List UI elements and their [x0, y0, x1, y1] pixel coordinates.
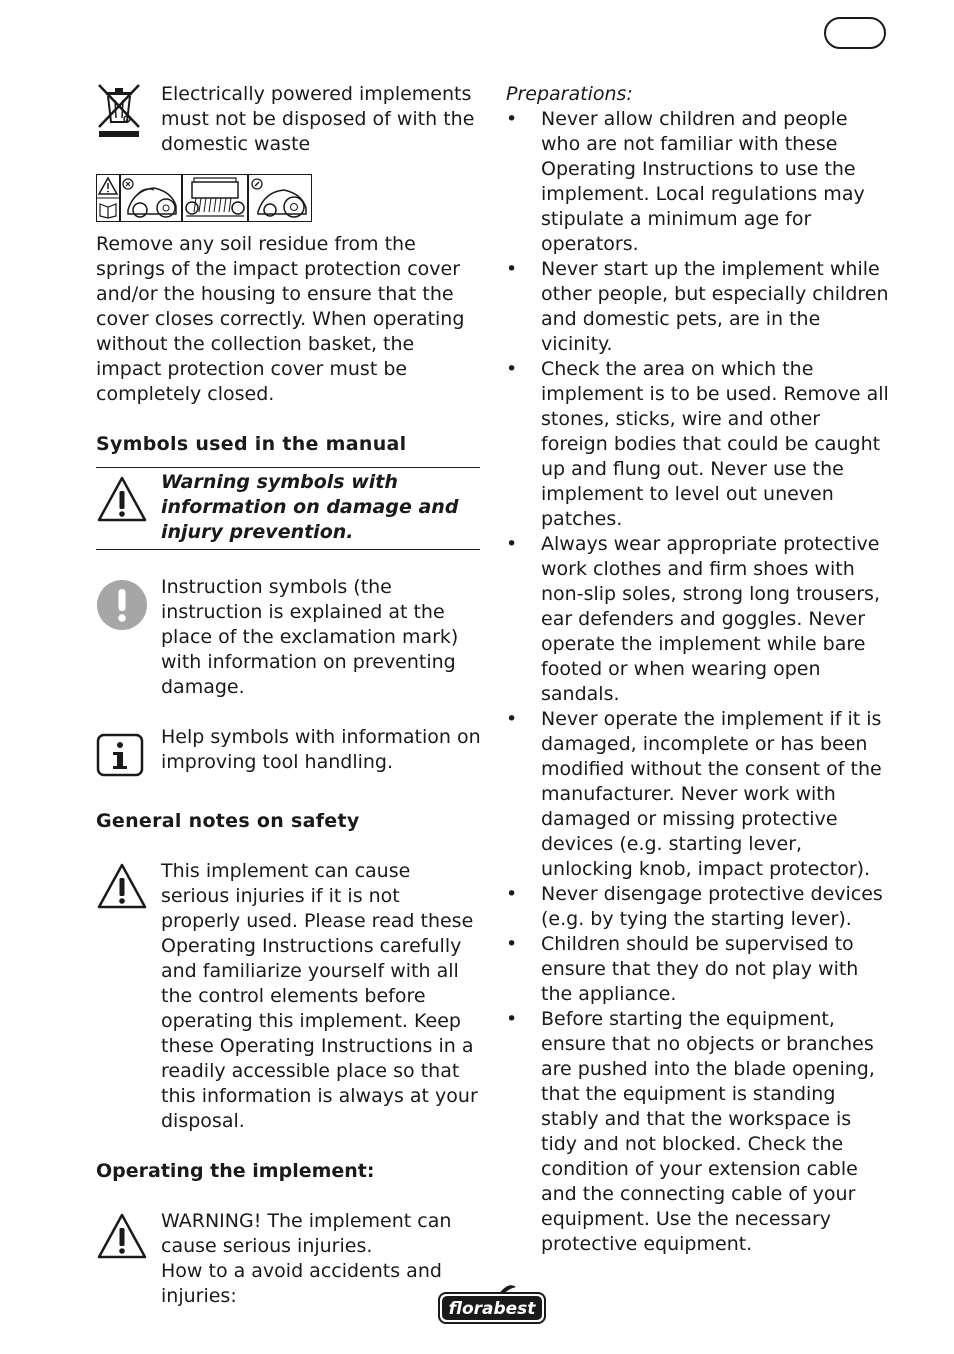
warning-symbols-text: Warning symbols with information on damage and injury prevention. [161, 471, 459, 543]
help-symbols-text: Help symbols with information on improving tool handling. [161, 726, 481, 773]
list-item: • Never start up the implement while other people, but especially children and domestic pets, are in the vicinity. [506, 257, 892, 357]
right-column [506, 82, 892, 1257]
operating-warning-row [96, 1209, 482, 1309]
warning-manual-pictogram [96, 174, 120, 222]
preparations-list [506, 107, 892, 1257]
warning-symbols-row [96, 467, 480, 550]
aerator-rollers-pictogram [182, 174, 248, 222]
safety-notice-row [96, 859, 482, 1134]
general-safety-heading: General notes on safety [96, 810, 360, 832]
operating-heading: Operating the implement: [96, 1160, 375, 1182]
pictogram-strip [96, 174, 482, 222]
list-item: • Always wear appropriate protective work clothes and firm shoes with non-slip soles, strong long trousers, ear defenders and goggles. Never operate the implement while bare footed or when wearing open sandals. [506, 532, 892, 707]
lawnmower-wrench-pictogram [248, 174, 312, 222]
safety-notice-text: This implement can cause serious injuries if it is not properly used. Please read these Operating Instructions carefully and familiarize yourself with all the control elements before operating this implement. Keep these Operating Instructions in a readily accessible place so that this information is always at your disposal. [161, 860, 478, 1132]
list-item: • Check the area on which the implement is to be used. Remove all stones, sticks, wire and other foreign bodies that could be caught up and flung out. Never use the implement to level out uneven patches. [506, 357, 892, 532]
disposal-text: Electrically powered implements must not be disposed of with the domestic waste [161, 83, 475, 155]
instruction-symbols-row [96, 575, 482, 700]
warning-triangle-icon [96, 1209, 161, 1270]
list-item: • Never allow children and people who are not familiar with these Operating Instructions to use the implement. Local regulations may stipulate a minimum age for operators. [506, 107, 892, 257]
warning-triangle-icon [96, 470, 161, 533]
instruction-symbols-text: Instruction symbols (the instruction is explained at the place of the exclamation mark) with information on preventing damage. [161, 576, 459, 698]
list-item: • Never disengage protective devices (e.g. by tying the starting lever). [506, 882, 892, 932]
language-badge [824, 17, 886, 49]
symbols-heading: Symbols used in the manual [96, 433, 407, 455]
logo-text: florabest [448, 1299, 536, 1319]
preparations-label: Preparations: [506, 83, 633, 105]
left-column [96, 82, 482, 1309]
soil-residue-paragraph: Remove any soil residue from the springs of the impact protection cover and/or the housing to ensure that the cover closes correctly. When operating without the collection basket, the impact protection cover must be completely closed. [96, 233, 465, 405]
operating-warning-text [161, 1209, 482, 1309]
disposal-notice [96, 82, 482, 157]
lawnmower-hand-pictogram [120, 174, 182, 222]
help-symbols-row [96, 725, 482, 784]
list-item: • Never operate the implement if it is damaged, incomplete or has been modified without the consent of the manufacturer. Never work with damaged or missing protective devices (e.g. starting lever, unlocking knob, impact protector). [506, 707, 892, 882]
list-item: • Children should be supervised to ensure that they do not play with the appliance. [506, 932, 892, 1007]
florabest-logo [436, 1283, 548, 1325]
info-icon [96, 725, 161, 784]
exclamation-circle-icon [96, 575, 161, 638]
operating-warning-line2: How to a avoid accidents and injuries: [161, 1260, 442, 1307]
crossed-bin-icon [96, 82, 161, 147]
operating-warning-line1: WARNING! The implement can cause serious injuries. [161, 1210, 452, 1257]
warning-triangle-icon [96, 859, 161, 920]
list-item: • Before starting the equipment, ensure that no objects or branches are pushed into the blade opening, that the equipment is standing stably and that the workspace is tidy and not blocked. Check the condition of your extension cable and the connecting cable of your equipment. Use the necessary protective equipment. [506, 1007, 892, 1257]
